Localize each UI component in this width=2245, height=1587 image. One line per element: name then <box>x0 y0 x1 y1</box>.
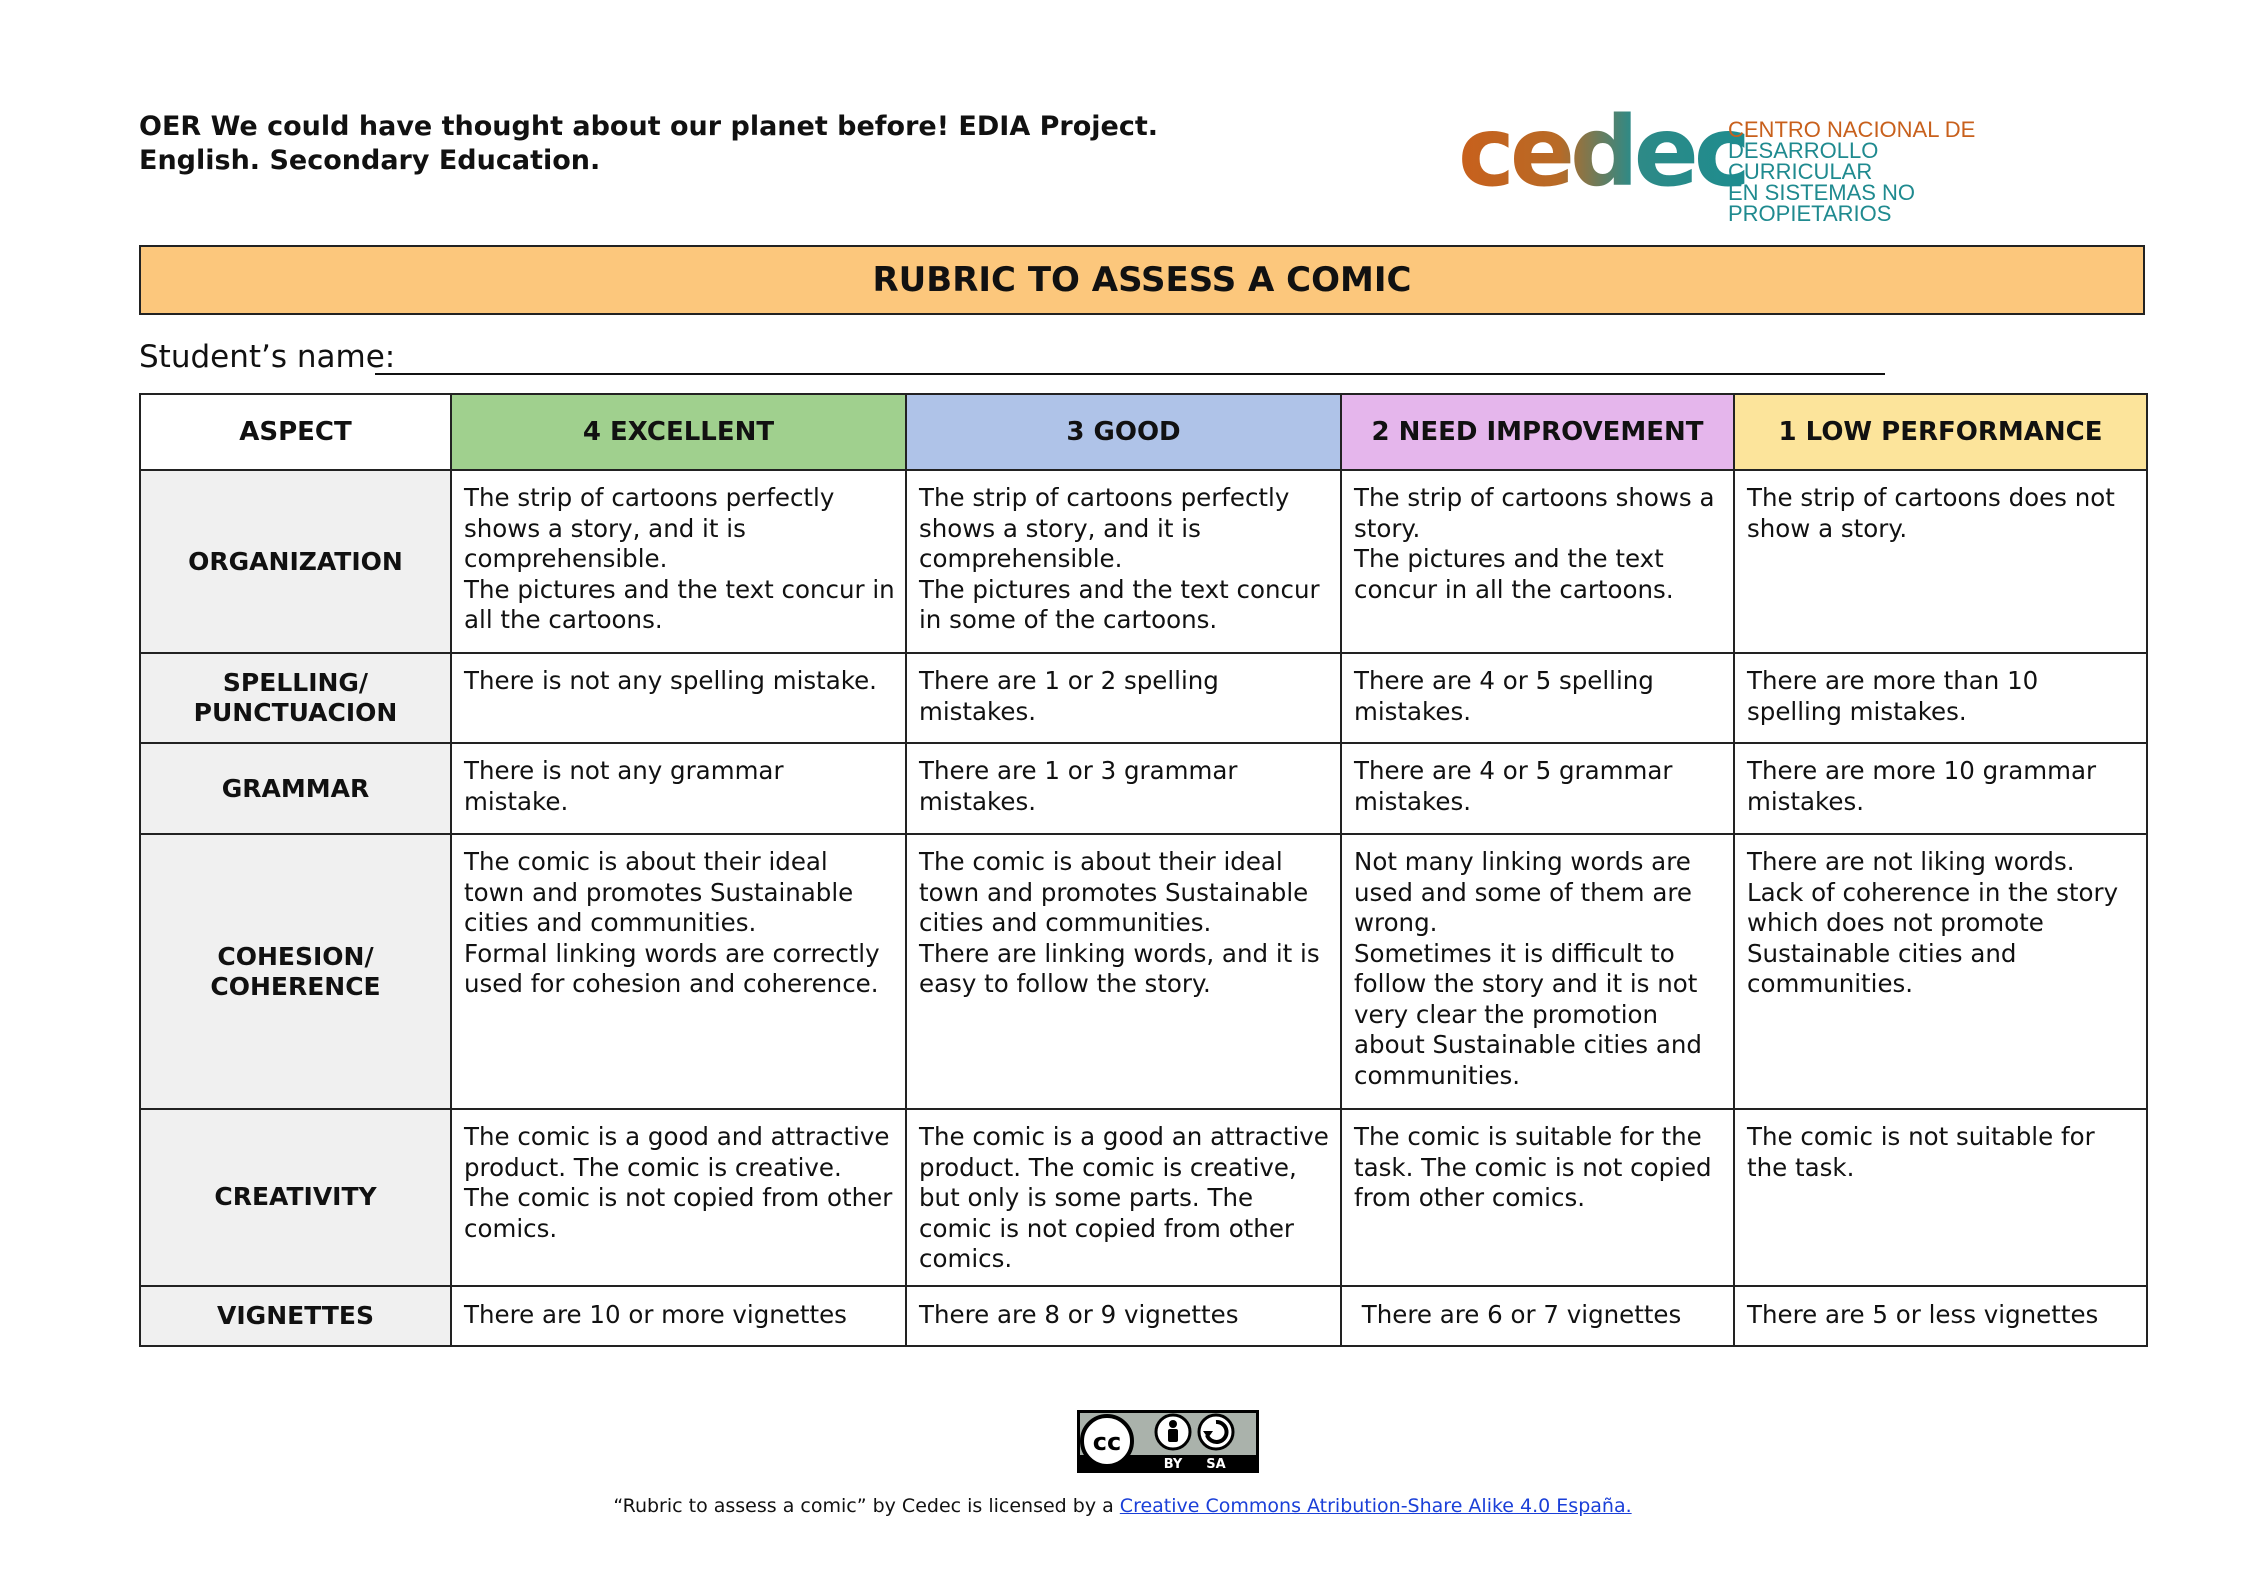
header-row <box>140 394 2147 470</box>
cell-organization-low-performance: The strip of cartoons does not show a story. <box>1734 470 2147 653</box>
cell-vignettes-low-performance: There are 5 or less vignettes <box>1734 1286 2147 1346</box>
cell-creativity-good: The comic is a good an attractive product. The comic is creative, but only is some parts. The comic is not copied from other comics. <box>906 1109 1341 1286</box>
table-row <box>140 834 2147 1109</box>
license-link[interactable]: Creative Commons Atribution-Share Alike 4.0 España. <box>1119 1495 1632 1517</box>
header-need-improvement: 2 NEED IMPROVEMENT <box>1341 394 1734 470</box>
cell-grammar-excellent: There is not any grammar mistake. <box>451 743 906 834</box>
cell-creativity-low-performance: The comic is not suitable for the task. <box>1734 1109 2147 1286</box>
cell-organization-excellent: The strip of cartoons perfectly shows a story, and it is comprehensible. The pictures and the text concur in all the cartoons. <box>451 470 906 653</box>
cell-cohesion-low-performance: There are not liking words. Lack of coherence in the story which does not promote Sustainable cities and communities. <box>1734 834 2147 1109</box>
aspect-spelling: SPELLING/ PUNCTUACION <box>140 653 451 743</box>
by-person-head <box>1169 1420 1177 1428</box>
logo-sub-line-2: DESARROLLO CURRICULAR <box>1728 138 1879 184</box>
header-aspect: ASPECT <box>140 394 451 470</box>
cell-cohesion-good: The comic is about their ideal town and promotes Sustainable cities and communities. There are linking words, and it is easy to follow the story. <box>906 834 1341 1109</box>
cc-by-sa-badge[interactable] <box>1077 1410 1259 1473</box>
cell-grammar-low-performance: There are more 10 grammar mistakes. <box>1734 743 2147 834</box>
cell-spelling-excellent: There is not any spelling mistake. <box>451 653 906 743</box>
cell-cohesion-excellent: The comic is about their ideal town and promotes Sustainable cities and communities. Formal linking words are correctly used for cohesion and coherence. <box>451 834 906 1109</box>
cell-grammar-good: There are 1 or 3 grammar mistakes. <box>906 743 1341 834</box>
rubric-title: RUBRIC TO ASSESS A COMIC <box>139 245 2145 315</box>
logo-sub-line-1: CENTRO NACIONAL DE <box>1728 117 1976 142</box>
cell-spelling-good: There are 1 or 2 spelling mistakes. <box>906 653 1341 743</box>
rubric-table <box>139 393 2148 1347</box>
cell-grammar-need-improvement: There are 4 or 5 grammar mistakes. <box>1341 743 1734 834</box>
aspect-cohesion: COHESION/ COHERENCE <box>140 834 451 1109</box>
header-low-performance: 1 LOW PERFORMANCE <box>1734 394 2147 470</box>
header-line-1: OER We could have thought about our planet before! EDIA Project. <box>139 111 1158 142</box>
header-line-2: English. Secondary Education. <box>139 145 601 176</box>
cc-icon: cc <box>1092 1428 1122 1456</box>
logo-wordmark: cedec <box>1458 96 1746 208</box>
cell-vignettes-need-improvement: There are 6 or 7 vignettes <box>1341 1286 1734 1346</box>
aspect-grammar: GRAMMAR <box>140 743 451 834</box>
table-row <box>140 1109 2147 1286</box>
by-person-body <box>1168 1429 1178 1442</box>
aspect-organization: ORGANIZATION <box>140 470 451 653</box>
cell-vignettes-excellent: There are 10 or more vignettes <box>451 1286 906 1346</box>
student-name-label: Student’s name: <box>139 339 396 375</box>
table-row <box>140 743 2147 834</box>
logo-subtitle <box>1728 119 2018 224</box>
table-row <box>140 470 2147 653</box>
header-good: 3 GOOD <box>906 394 1341 470</box>
cell-creativity-excellent: The comic is a good and attractive product. The comic is creative. The comic is not copied from other comics. <box>451 1109 906 1286</box>
header-excellent: 4 EXCELLENT <box>451 394 906 470</box>
logo-sub-line-3: EN SISTEMAS NO PROPIETARIOS <box>1728 180 1916 226</box>
cell-organization-good: The strip of cartoons perfectly shows a story, and it is comprehensible. The pictures and the text concur in some of the cartoons. <box>906 470 1341 653</box>
cell-cohesion-need-improvement: Not many linking words are used and some of them are wrong. Sometimes it is difficult to follow the story and it is not very clear the promotion about Sustainable cities and communities. <box>1341 834 1734 1109</box>
cell-spelling-low-performance: There are more than 10 spelling mistakes. <box>1734 653 2147 743</box>
license-footer <box>0 1495 2245 1517</box>
cell-vignettes-good: There are 8 or 9 vignettes <box>906 1286 1341 1346</box>
table-row <box>140 653 2147 743</box>
license-text: “Rubric to assess a comic” by Cedec is licensed by a <box>613 1495 1120 1517</box>
table-row <box>140 1286 2147 1346</box>
student-name-line[interactable] <box>375 373 1885 375</box>
cedec-logo <box>1458 96 2018 226</box>
aspect-vignettes: VIGNETTES <box>140 1286 451 1346</box>
cell-spelling-need-improvement: There are 4 or 5 spelling mistakes. <box>1341 653 1734 743</box>
sa-label: SA <box>1206 1457 1226 1472</box>
cell-creativity-need-improvement: The comic is suitable for the task. The comic is not copied from other comics. <box>1341 1109 1734 1286</box>
document-header <box>139 110 1158 178</box>
by-label: BY <box>1163 1457 1183 1472</box>
cell-organization-need-improvement: The strip of cartoons shows a story. The pictures and the text concur in all the cartoons. <box>1341 470 1734 653</box>
aspect-creativity: CREATIVITY <box>140 1109 451 1286</box>
